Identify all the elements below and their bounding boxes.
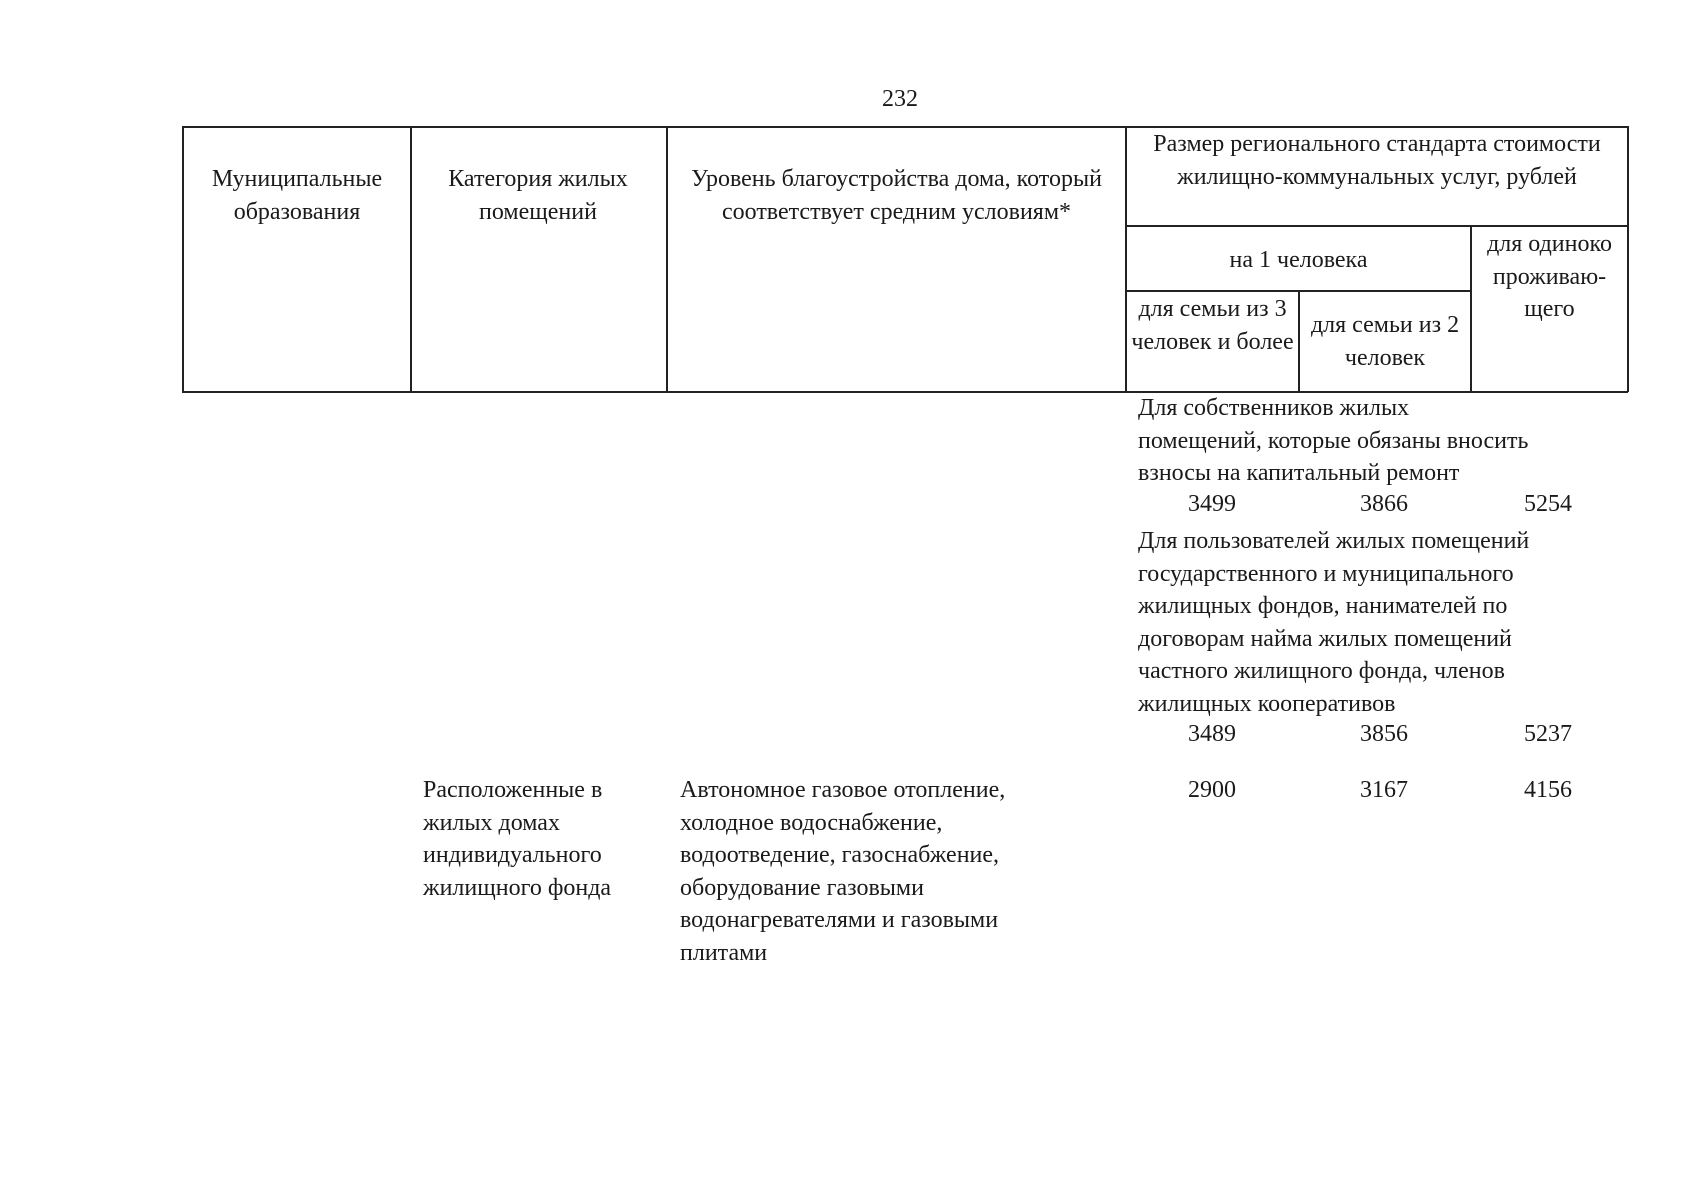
value-cell: 5254 <box>1524 491 1572 517</box>
table-border-right <box>1627 126 1629 392</box>
header-municipal: Муниципальные образования <box>211 166 383 225</box>
row-note-tenants: Для пользователей жилых помещений государственного и муниципального жилищных фондов, нанимателей по договорам найма жилых помещений частного жилищного фонда, членов жилищных кооперативов <box>1138 528 1530 717</box>
value-cell: 3856 <box>1360 721 1408 747</box>
header-standard: Размер регионального стандарта стоимости жилищно-коммунальных услуг, рублей <box>1153 131 1601 190</box>
row-category: Расположенные в жилых домах индивидуального жилищного фонда <box>423 777 612 901</box>
header-family3: для семьи из 3 человек и более <box>1131 296 1294 355</box>
value-cell: 3499 <box>1188 491 1236 517</box>
header-category: Категория жилых помещений <box>448 166 628 225</box>
value-cell: 3489 <box>1188 721 1236 747</box>
value-cell: 3167 <box>1360 777 1408 803</box>
value-cell: 3866 <box>1360 491 1408 517</box>
divider <box>410 126 412 392</box>
value-cell: 2900 <box>1188 777 1236 803</box>
row-level: Автономное газовое отопление, холодное водоснабжение, водоотведение, газоснабжение, оборудование газовыми водонагревателями и газовыми плитами <box>680 777 1006 966</box>
header-level: Уровень благоустройства дома, который соответствует средним условиям* <box>691 166 1102 225</box>
page-number: 232 <box>882 86 918 112</box>
divider <box>1125 225 1628 227</box>
value-cell: 5237 <box>1524 721 1572 747</box>
header-single: для одиноко проживаю-щего <box>1487 231 1612 322</box>
row-note-owners: Для собственников жилых помещений, которые обязаны вносить взносы на капитальный ремонт <box>1138 395 1529 486</box>
header-per-person: на 1 человека <box>1229 247 1368 273</box>
value-cell: 4156 <box>1524 777 1572 803</box>
header-family2: для семьи из 2 человек <box>1310 312 1460 371</box>
